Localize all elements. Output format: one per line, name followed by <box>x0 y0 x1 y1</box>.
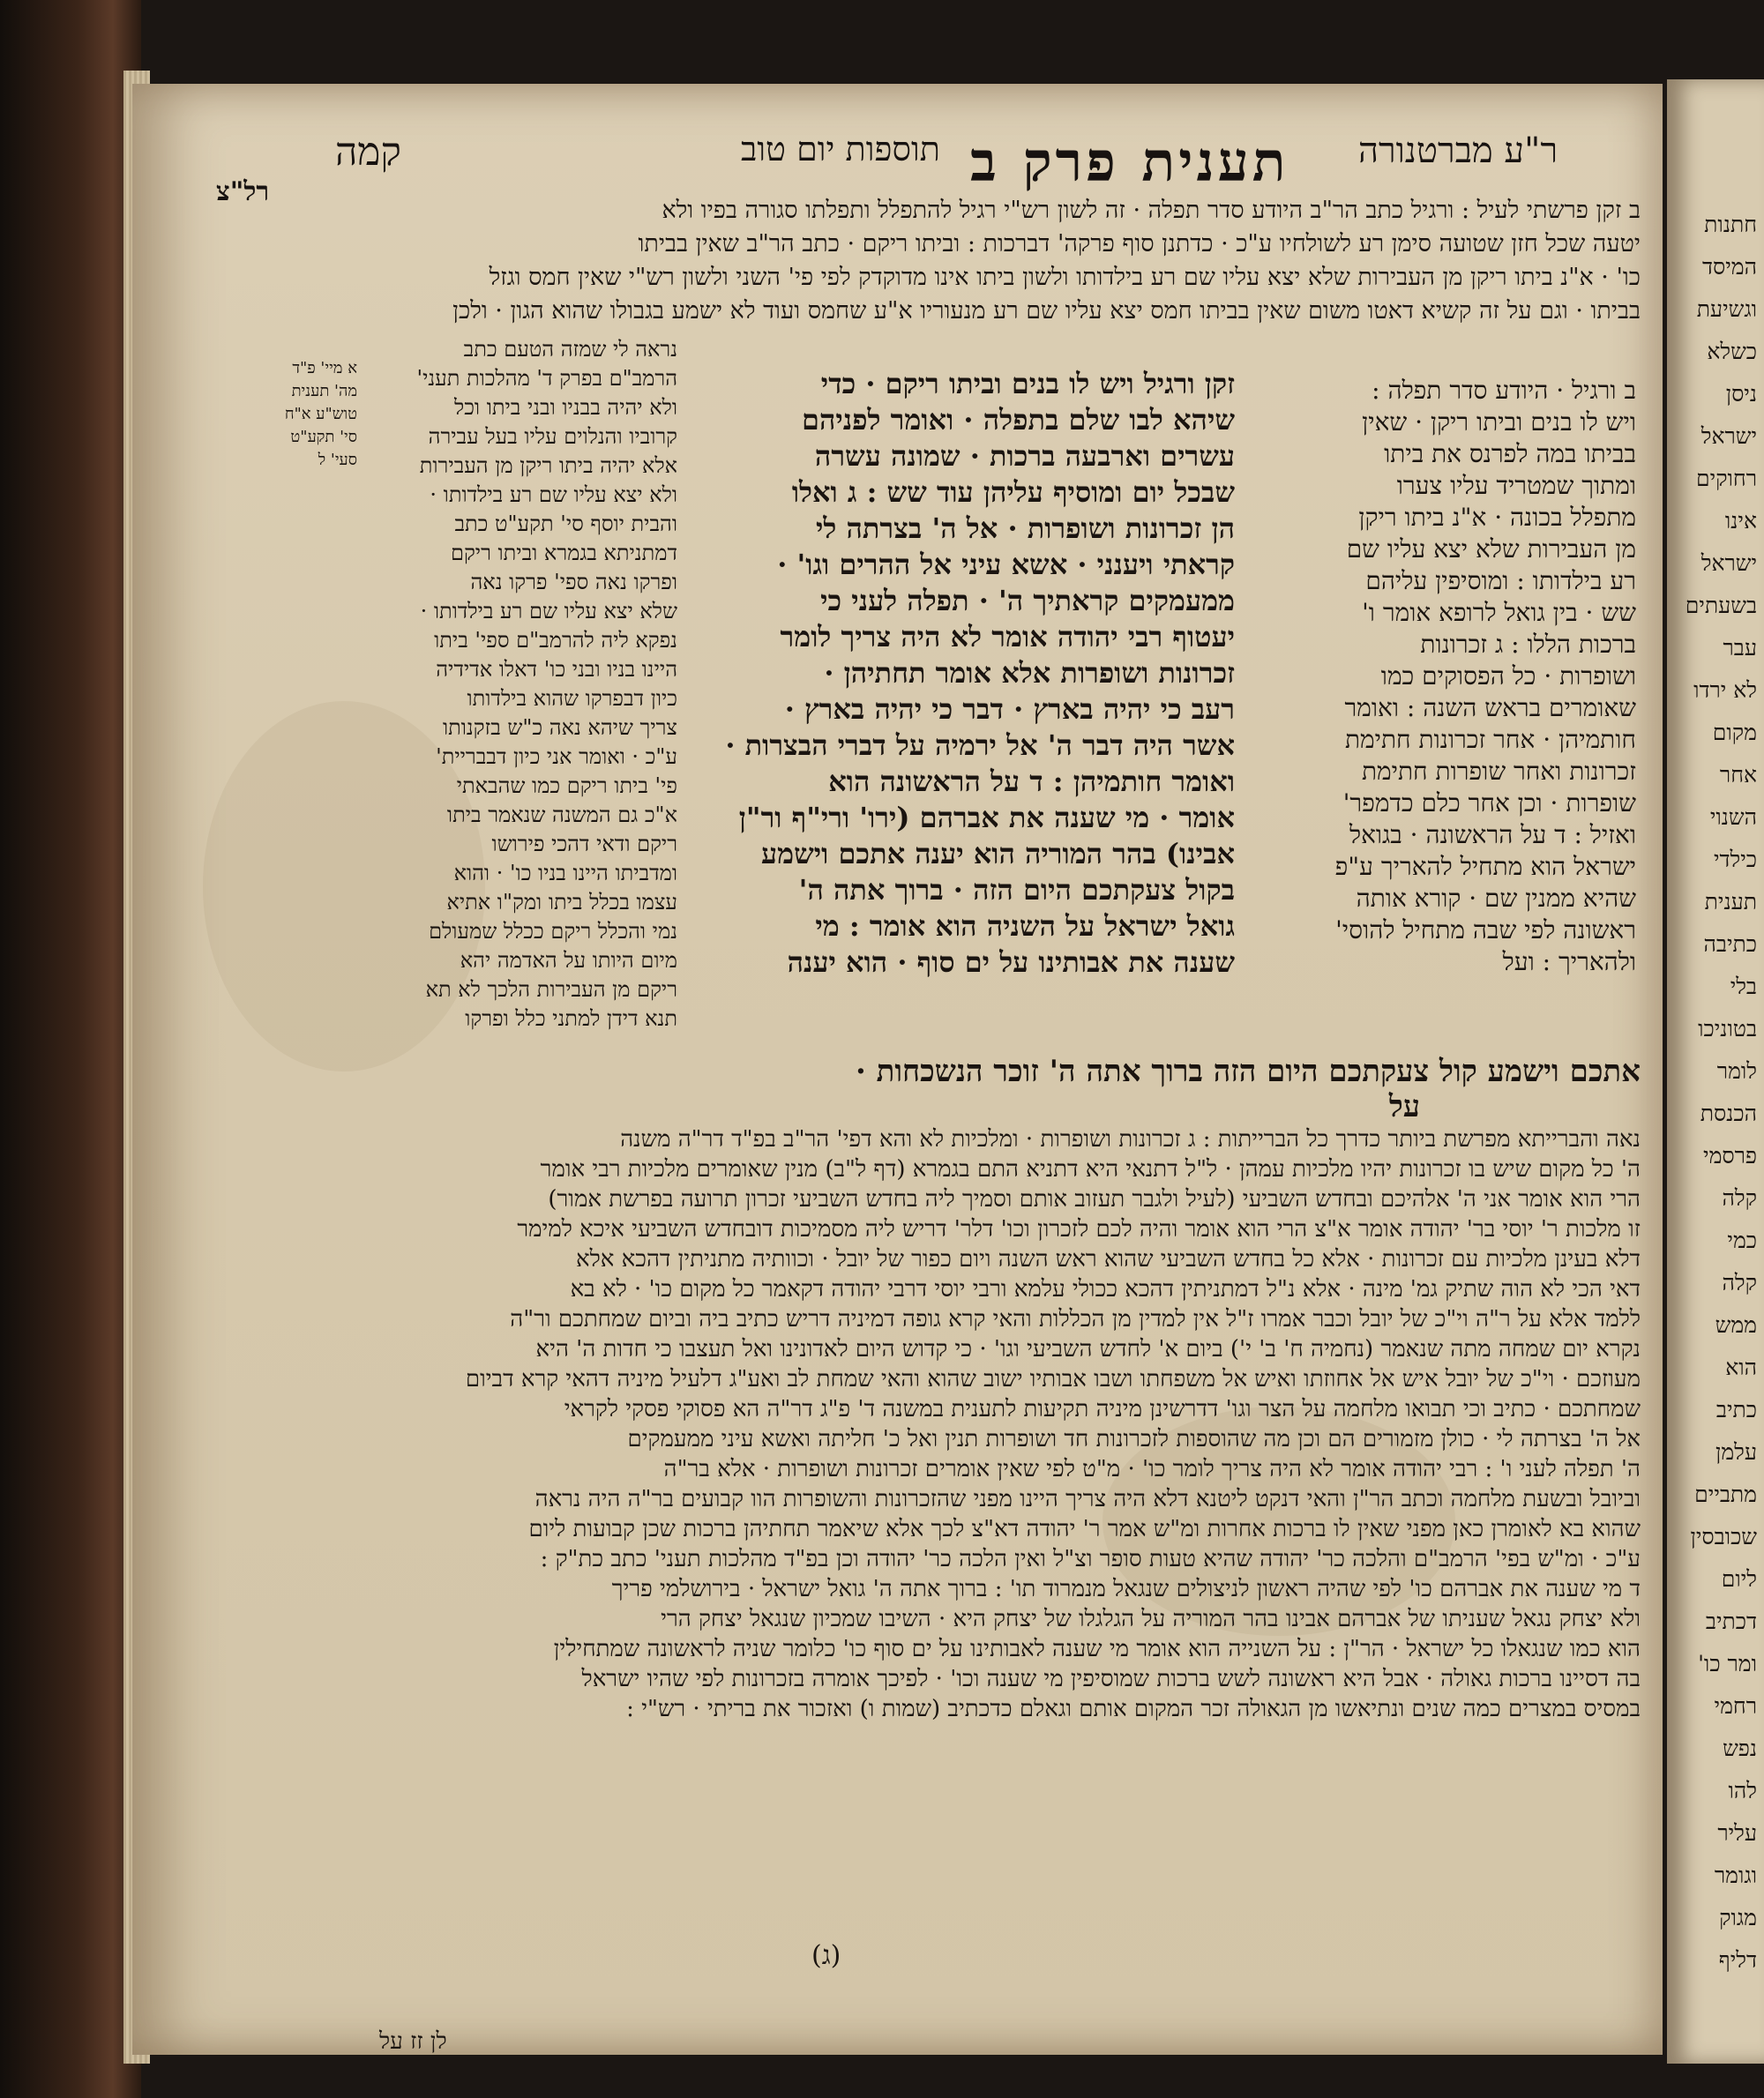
book-binding <box>0 0 141 2098</box>
bartenura-line: ב ורגיל · היודע סדר תפלה : <box>1372 376 1636 405</box>
facing-page-fragment: מקום <box>1712 720 1757 745</box>
facing-page-fragment: ניסן <box>1725 381 1757 407</box>
mishnah-line: אשר היה דבר ה' אל ירמיה על דברי הבצרות · <box>725 728 1235 762</box>
tosafot-line: ה' כל מקום שיש בו זכרונות יהיו מלכיות עמהן · ל"ל דתנאי היא דתניא התם בגמרא (דף ל"ב) מנין שאומרים מלכיות רבי אומר <box>540 1156 1641 1183</box>
facing-page-fragment: דליף <box>1718 1947 1757 1973</box>
facing-page-fragment: ומר כו' <box>1698 1651 1757 1676</box>
facing-page-fragment: כתיב <box>1715 1397 1757 1422</box>
mishnah-line: זקן ורגיל ויש לו בנים וביתו ריקם · כדי <box>820 367 1235 400</box>
column-line: אלא יהיה ביתו ריקן מן העבירות <box>419 453 677 478</box>
column-line: ופרקו נאה ספי' פרקו נאה <box>470 570 677 594</box>
facing-page-fragment: כילדי <box>1713 847 1757 872</box>
column-line: צריך שיהא נאה כ"ש בזקנותו <box>442 715 677 740</box>
facing-page-fragment: דכתיב <box>1705 1609 1757 1634</box>
mishnah-line: שבכל יום ומוסיף עליהן עוד שש : ג ואלו <box>791 475 1235 509</box>
column-line: ומדביתו היינו בניו כו' · והוא <box>453 861 677 885</box>
tosafot-line: שהוא בא לאומרן כאן מפני שאין לו ברכות אחרות ומ"ש אמר ר' יהודה דא"צ לכך אלא שיאמר תחתיהן ברכות שכן קבועות ליום <box>528 1516 1641 1542</box>
tosafot-line: נאה והברייתא מפרשת ביותר כדרך כל הברייתות : ג זכרונות ושופרות · ומלכיות לא והא דפי' הר"ב בפ"ד דר"ה משנה <box>620 1126 1641 1153</box>
facing-page-fragment: ליום <box>1721 1566 1757 1592</box>
bartenura-line: חותמיהן · אחר זכרונות חתימת <box>1344 725 1636 754</box>
column-line: נראה לי שמזה הטעם כתב <box>463 337 677 362</box>
catchwords: לן זז על <box>379 2028 447 2055</box>
bartenura-line: שאומרים בראש השנה : ואומר <box>1344 693 1636 722</box>
column-line: שלא יצא עליו שם רע בילדותו · <box>420 599 677 623</box>
mishnah-line: אבינו) בהר המוריה הוא יענה אתכם וישמע <box>761 837 1235 870</box>
column-line: ריקם מן העבירות הלכך לא תא <box>425 977 677 1002</box>
bartenura-line: ולהאריך : ועל <box>1502 947 1636 976</box>
facing-page-fragment: שכובסין <box>1690 1524 1757 1549</box>
column-line: ריקם ודאי דהכי פירושו <box>491 832 677 856</box>
tosafot-line: ולא יצחק נגאל שעניתו של אברהם אבינו בהר המוריה על הגלגלו של יצחק היא · השיבו שמכיון שנגאל יצחק הרי <box>661 1606 1641 1632</box>
facing-page-fragment: תענית <box>1704 889 1757 915</box>
tosafot-line: ד מי שענה את אברהם כו' לפי שהיה ראשון לניצולים שנגאל מנמרוד תו' : ברוך אתה ה' גואל ישראל · בירושלמי פריך <box>611 1576 1641 1602</box>
mishnah-line: על <box>1388 1089 1420 1124</box>
mishnah-line: בקול צעקתכם היום הזה · ברוך אתה ה' <box>798 873 1235 907</box>
mishnah-line: יעטוף רבי יהודה אומר לא היה צריך לומר <box>780 620 1235 653</box>
margin-mark: רל"צ <box>216 176 270 207</box>
header-tosafot: תוספות יום טוב <box>741 130 940 168</box>
facing-page-fragment: נפש <box>1723 1736 1757 1761</box>
tosafot-line: יטעה שכל חזן שטועה סימן רע לשולחיו ע"כ · כדתנן סוף פרקה' דברכות : וביתו ריקם · כתב הר"ב שאין בביתו <box>638 230 1641 258</box>
facing-page-fragment: עלמן <box>1715 1439 1757 1465</box>
mishnah-line: קראתי ויענני · אשא עיני אל ההרים וגו' · <box>777 548 1235 581</box>
header-bartenura: ר"ע מברטנורה <box>1358 131 1558 171</box>
tosafot-line: זו מלכות ר' יוסי בר' יהודה אומר א"צ הרי הוא אומר והיה לכם לזכרון וכו' דלר' דריש ליה מסמיכות דובחדש השביעי איכא למימר <box>517 1216 1641 1243</box>
tosafot-line: ה' תפלה לעני ו' : רבי יהודה אומר לא היה צריך לומר כו' · מ"ט לפי שאין אומרים זכרונות ושופרות · אלא בר"ה <box>663 1456 1641 1482</box>
tosafot-line: מעוזכם · וי"כ של יובל איש אל אחוזתו ואיש אל משפחתו ושבו אבותיו ישוב שהוא והאי שמחת לב ואע"ג דלעיל מיניה דהאי קרא דביום <box>465 1366 1641 1392</box>
column-line: כיון דבפרקו שהוא בילדותו <box>467 686 677 711</box>
reference-line: סי' תקע"ט <box>290 428 357 446</box>
marginal-references <box>220 357 357 472</box>
facing-page-fragment: ישראל <box>1700 423 1757 449</box>
facing-page-fragment: בטוניכו <box>1698 1016 1757 1042</box>
facing-page-fragment: עליר <box>1717 1820 1757 1846</box>
column-line: עצמו בכלל ביתו ומק"ו אתיא <box>446 890 677 915</box>
column-line: דמתניתא בגמרא וביתו ריקם <box>450 541 677 565</box>
mishnah-line: זכרונות ושופרות אלא אומר תחתיהן · <box>824 656 1235 690</box>
mishnah-line: אתכם וישמע קול צעקתכם היום הזה ברוך אתה ה' זוכר הנשכחות · <box>855 1054 1641 1089</box>
facing-page-fragment: להו <box>1728 1778 1757 1803</box>
facing-page-fragment: רחוקים <box>1695 466 1757 491</box>
facing-page-fragment: כמי <box>1727 1228 1757 1253</box>
column-line: ולא יצא עליו שם רע בילדותו · <box>430 482 677 507</box>
column-line: ולא יהיה בבניו ובני ביתו וכל <box>453 395 677 420</box>
column-line: ע"כ · ואומר אני כיון דבבריית' <box>436 744 677 769</box>
tosafot-line: ב זקן פרשתי לעיל : ורגיל כתב הר"ב היודע סדר תפלה · זה לשון רש"י רגיל להתפלל ותפלתו סגורה בפיו ולא <box>662 197 1641 224</box>
book-page <box>132 84 1663 2055</box>
facing-page-fragment: הכנסת <box>1700 1101 1757 1126</box>
bartenura-line: ויש לו בנים וביתו ריקן · שאין <box>1362 407 1636 437</box>
tosafot-line: דאי הכי לא הוה שתיק גמ' מינה · אלא נ"ל דמתניתין דהכא ככולי עלמא ורבי יוסי דרבי יהודה דקאמר כל מקום כו' · לא בא <box>570 1276 1641 1303</box>
mishnah-line: הן זכרונות ושופרות · אל ה' בצרתה לי <box>815 511 1235 545</box>
facing-page-fragment: חתנות <box>1704 212 1757 237</box>
bartenura-line: ושופרות · כל הפסוקים כמו <box>1380 661 1636 691</box>
bartenura-line: מן העבירות שלא יצא עליו שם <box>1346 534 1636 564</box>
tosafot-line: הוא כמו שנגאלו כל ישראל · הר"ן : על השנייה הוא אומר מי שענה לאבותינו על ים סוף כו' כלומר שניה לראשונה שמתחילין <box>553 1636 1641 1662</box>
bartenura-line: ומתוך שמטריד עליו צערו <box>1396 471 1636 500</box>
reference-line: מה' תענית <box>291 382 357 400</box>
reference-line: א מיי' פ"ד <box>292 359 357 377</box>
tosafot-line: וביובל ובשעת מלחמה וכתב הר"ן והאי דנקט ליטנא דלא היה צריך היינו מפני שהזכרונות והשופרות הוו קבועים בר"ה היה נראה <box>534 1486 1641 1512</box>
bartenura-line: שופרות · וכן אחר כלם כדמפר' <box>1342 788 1636 818</box>
column-line: נמי והכלל ריקם ככלל שמעולם <box>429 919 677 944</box>
facing-page-fragment: המיסד <box>1702 254 1757 280</box>
column-line: קרוביו והנלוים עליו בעל עבירה <box>428 424 677 449</box>
facing-page-fragment: ישראל <box>1700 550 1757 576</box>
mishnah-line: עשרים וארבעה ברכות · שמונה עשרה <box>814 439 1235 473</box>
page-title: תענית פרק ב <box>970 130 1289 194</box>
tosafot-top-block <box>216 194 1641 328</box>
bartenura-line: שש · בין גואל לרופא אומר ו' <box>1362 598 1636 627</box>
facing-page-fragment: הוא <box>1725 1355 1757 1380</box>
signature-mark: (ג) <box>811 1940 841 1971</box>
reference-line: סעי' ל <box>318 451 357 469</box>
bartenura-line: ראשונה לפי שבה מתחיל להוסי' <box>1335 915 1636 944</box>
tosafot-line: הרי הוא אומר אני ה' אלהיכם ובחדש השביעי (לעיל ולגבר תעזוב אותם וסמיך ליה בחדש השביעי זכרון תרועה בפרשת אמור) <box>548 1186 1641 1213</box>
mishnah-line: שיהא לבו שלם בתפלה · ואומר לפניהם <box>801 403 1235 437</box>
tosafot-line: בה דסיינו ברכות גאולה · אבל היא ראשונה לשש ברכות שמוסיפין מי שענה וכו' · לפיכך אומרה בזכרונות לפי שהיו ישראל <box>581 1666 1641 1692</box>
facing-page-fragment: רחמי <box>1714 1693 1757 1719</box>
mishnah-line: שענה את אבותינו על ים סוף · הוא יענה <box>787 945 1235 979</box>
facing-page-fragment: לא ירדו <box>1693 677 1757 703</box>
bartenura-line: ישראל הוא מתחיל להאריך ע"פ <box>1334 852 1636 881</box>
facing-page-fragment: בלי <box>1730 974 1757 999</box>
facing-page-fragment: לומר <box>1716 1058 1757 1084</box>
mishnah-line: ממעמקים קראתיך ה' · תפלה לעני כי <box>820 584 1235 617</box>
column-line: נפקא ליה להרמב"ם ספי' ביתו <box>434 628 677 653</box>
reference-line: טוש"ע א"ח <box>284 405 357 423</box>
tosafot-line: במסיס במצרים כמה שנים ונתיאשו מן הגאולה זכר המקום אותם וגאלם כדכתיב (שמות ו) ואזכור את בריתי · רש"י : <box>626 1696 1641 1722</box>
column-line: א"כ גם המשנה שנאמר ביתו <box>446 803 677 827</box>
tosafot-line: דלא בעינן מלכיות עם זכרונות · אלא כל בחדש השביעי שהוא ראש השנה ויום כפור של יובל · וכוותיה מתניתין דהכא אלא <box>576 1246 1641 1273</box>
bartenura-line: בביתו במה לפרנס את ביתו <box>1384 439 1636 468</box>
facing-page-fragment: כתיבה <box>1703 931 1757 957</box>
facing-page-fragment: עבר <box>1723 635 1757 661</box>
folio-number: קמה <box>335 130 401 175</box>
column-line: הרמב"ם בפרק ד' מהלכות תעני' <box>416 366 677 391</box>
tosafot-line: ללמד אלא על ר"ה וי"כ של יובל וכבר אמרו ז"ל אין למדין מן הכללות והאי קרא גופה דמיניה דריש כתיב ביה וביום שמחתכם ור"ה <box>510 1306 1641 1333</box>
facing-page-fragment: מתביים <box>1694 1482 1757 1507</box>
bartenura-line: זכרונות ואחר שופרות חתימת <box>1361 757 1636 786</box>
column-line: פי' ביתו ריקם כמו שהבאתי <box>456 773 677 798</box>
column-line: תנא דידן למתני כלל ופרקו <box>465 1006 677 1031</box>
column-line: מיום היותו על האדמה יהא <box>460 948 677 973</box>
mishnah-line: אומר · מי שענה את אברהם (ירו' ורי"ף ור"ן <box>738 801 1235 834</box>
column-line: והבית יוסף סי' תקע"ט כתב <box>454 511 677 536</box>
facing-page-fragment: וגשיעת <box>1696 296 1757 322</box>
tosafot-line: שמחתכם · כתיב וכי תבואו מלחמה על הצר וגו' דדרשינן מיניה תקיעות לתענית במשנה ד' פ"ג דר"ה הא פסוקי פסקי לקראי <box>564 1396 1641 1422</box>
facing-page-fragment: וגומר <box>1714 1863 1757 1888</box>
facing-page-fragment: פרסמי <box>1703 1143 1757 1168</box>
mishnah-line: רעב כי יהיה בארץ · דבר כי יהיה בארץ · <box>784 692 1235 726</box>
column-line: היינו בניו ובני כו' דאלו אדידיה <box>436 657 677 682</box>
bartenura-line: ברכות הללו : ג זכרונות <box>1420 630 1636 659</box>
facing-page-fragment: ממש <box>1715 1312 1757 1338</box>
mishnah-column <box>688 366 1235 981</box>
mishnah-line: גואל ישראל על השניה הוא אומר : מי <box>815 909 1235 943</box>
mishnah-line: ואומר חותמיהן : ד על הראשונה הוא <box>828 765 1235 798</box>
tosafot-bottom-block <box>216 1124 1641 1724</box>
facing-page-fragment: אינו <box>1724 508 1757 534</box>
tosafot-line: כו' · א"נ ביתו ריקן מן העבירות שלא יצא עליו שם רע בילדותו ולשון ביתו אינו מדוקדק לפי פי' השני ולשון רש"י שאין חמס וגזל <box>489 264 1641 291</box>
facing-page-fragment: השנוי <box>1709 804 1757 830</box>
tosafot-line: ע"כ · ומ"ש בפי' הרמב"ם והלכה כר' יהודה שהיא טעות סופר וצ"ל ואין הלכה כר' יהודה וכן בפ"ד מהלכות תעני' כתב כת"ק : <box>540 1546 1641 1572</box>
facing-page <box>1667 79 1764 2064</box>
tosafot-line: נקרא יום שמחה מתה שנאמר (נחמיה ח' ב' י') ביום א' לחדש השביעי וגו' · כי קדוש היום לאדונינו ואל תעצבו כי חדות ה' היא <box>535 1336 1641 1363</box>
facing-page-fragment: קלה <box>1722 1270 1757 1295</box>
bartenura-line: רע בילדותו : ומוסיפין עליהם <box>1365 566 1636 595</box>
facing-page-fragment: אחר <box>1719 762 1757 788</box>
tosafot-line: בביתו · וגם על זה קשיא דאטו משום שאין בביתו חמס יצא עליו שם רע מנעוריו א"ע שחמס ועוד לא ישמע בגבולו שהוא הגון · ולכן <box>452 297 1641 325</box>
facing-page-fragment: קלה <box>1722 1185 1757 1211</box>
facing-page-fragment: מגוק <box>1719 1905 1757 1930</box>
tosafot-column <box>369 335 677 1034</box>
bartenura-line: שהיא ממנין שם · קורא אותה <box>1356 884 1636 913</box>
mishnah-continuation <box>688 1054 1641 1124</box>
bartenura-line: ואזיל : ד על הראשונה · בגואל <box>1349 820 1636 849</box>
facing-page-fragment: כשלא <box>1707 339 1757 364</box>
bartenura-column <box>1248 375 1636 978</box>
bartenura-line: מתפלל בכונה · א"נ ביתו ריקן <box>1358 503 1636 532</box>
facing-page-fragment: בשעתים <box>1685 593 1757 618</box>
tosafot-line: אל ה' בצרתה לי · כולן מזמורים הם וכן מה שהוספות לזכרונות חד ושופרות תנין ואל כ' חליתה ואשא עיני ממעמקים <box>627 1426 1641 1452</box>
